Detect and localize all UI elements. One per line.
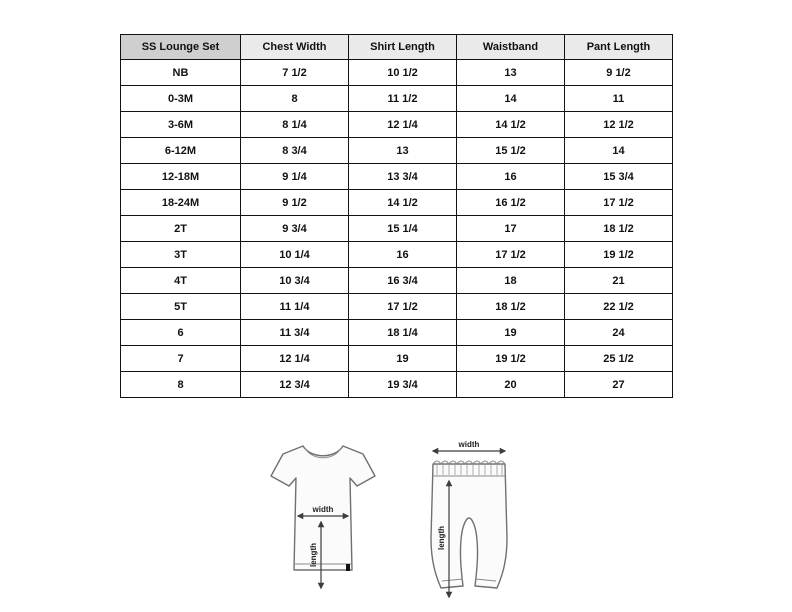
row-value-cell: 12 1/2 [565, 112, 673, 138]
pants-length-label: length [437, 526, 446, 550]
row-value-cell: 11 [565, 86, 673, 112]
row-value-cell: 14 [457, 86, 565, 112]
table-row [121, 86, 673, 112]
column-header-waistband: Waistband [457, 35, 565, 60]
row-value-cell: 11 1/4 [241, 294, 349, 320]
table-row [121, 242, 673, 268]
row-size-label: 5T [121, 294, 241, 320]
table-header [121, 35, 673, 60]
row-value-cell: 9 1/4 [241, 164, 349, 190]
row-value-cell: 25 1/2 [565, 346, 673, 372]
row-value-cell: 21 [565, 268, 673, 294]
row-value-cell: 13 [457, 60, 565, 86]
column-header-shirt-length: Shirt Length [349, 35, 457, 60]
column-header-pant-length: Pant Length [565, 35, 673, 60]
row-value-cell: 18 1/4 [349, 320, 457, 346]
header-row [121, 35, 673, 60]
column-header-chest-width: Chest Width [241, 35, 349, 60]
row-size-label: 0-3M [121, 86, 241, 112]
row-size-label: 4T [121, 268, 241, 294]
row-value-cell: 15 1/2 [457, 138, 565, 164]
row-value-cell: 10 1/2 [349, 60, 457, 86]
row-value-cell: 14 1/2 [349, 190, 457, 216]
table-row [121, 346, 673, 372]
row-value-cell: 19 1/2 [457, 346, 565, 372]
row-value-cell: 9 1/2 [565, 60, 673, 86]
row-value-cell: 7 1/2 [241, 60, 349, 86]
shirt-length-label: length [309, 543, 318, 567]
pants-outline [431, 464, 507, 588]
row-value-cell: 17 1/2 [565, 190, 673, 216]
row-value-cell: 19 1/2 [565, 242, 673, 268]
row-value-cell: 24 [565, 320, 673, 346]
row-value-cell: 18 [457, 268, 565, 294]
row-value-cell: 9 1/2 [241, 190, 349, 216]
row-value-cell: 16 [457, 164, 565, 190]
row-size-label: 3-6M [121, 112, 241, 138]
column-header-set: SS Lounge Set [121, 35, 241, 60]
table-row [121, 112, 673, 138]
table-row [121, 190, 673, 216]
row-size-label: 8 [121, 372, 241, 398]
tshirt-icon [263, 438, 383, 594]
row-value-cell: 20 [457, 372, 565, 398]
row-value-cell: 16 [349, 242, 457, 268]
garment-tag [346, 564, 350, 571]
row-value-cell: 17 1/2 [457, 242, 565, 268]
row-value-cell: 10 3/4 [241, 268, 349, 294]
row-value-cell: 19 3/4 [349, 372, 457, 398]
row-value-cell: 12 1/4 [241, 346, 349, 372]
row-value-cell: 8 [241, 86, 349, 112]
row-value-cell: 27 [565, 372, 673, 398]
row-value-cell: 13 [349, 138, 457, 164]
row-value-cell: 10 1/4 [241, 242, 349, 268]
row-value-cell: 12 1/4 [349, 112, 457, 138]
row-size-label: 18-24M [121, 190, 241, 216]
row-size-label: 12-18M [121, 164, 241, 190]
table-row [121, 268, 673, 294]
row-size-label: 3T [121, 242, 241, 268]
row-size-label: 7 [121, 346, 241, 372]
row-value-cell: 11 3/4 [241, 320, 349, 346]
row-value-cell: 15 1/4 [349, 216, 457, 242]
row-size-label: NB [121, 60, 241, 86]
size-table-body [121, 60, 673, 398]
row-value-cell: 19 [457, 320, 565, 346]
row-size-label: 6 [121, 320, 241, 346]
garment-diagrams [0, 438, 792, 604]
row-value-cell: 14 [565, 138, 673, 164]
table-row [121, 372, 673, 398]
row-value-cell: 9 3/4 [241, 216, 349, 242]
tshirt-diagram [263, 438, 383, 594]
shirt-width-label: width [312, 505, 334, 514]
row-value-cell: 12 3/4 [241, 372, 349, 398]
row-value-cell: 15 3/4 [565, 164, 673, 190]
row-value-cell: 18 1/2 [457, 294, 565, 320]
table-row [121, 60, 673, 86]
table-row [121, 164, 673, 190]
table-row [121, 216, 673, 242]
row-value-cell: 16 3/4 [349, 268, 457, 294]
row-value-cell: 19 [349, 346, 457, 372]
pants-icon [409, 438, 529, 604]
row-value-cell: 17 1/2 [349, 294, 457, 320]
row-value-cell: 17 [457, 216, 565, 242]
row-value-cell: 14 1/2 [457, 112, 565, 138]
row-value-cell: 13 3/4 [349, 164, 457, 190]
row-value-cell: 22 1/2 [565, 294, 673, 320]
row-size-label: 6-12M [121, 138, 241, 164]
row-value-cell: 11 1/2 [349, 86, 457, 112]
row-value-cell: 8 3/4 [241, 138, 349, 164]
row-value-cell: 8 1/4 [241, 112, 349, 138]
size-chart-table [120, 34, 673, 398]
pants-width-label: width [458, 440, 480, 449]
row-value-cell: 16 1/2 [457, 190, 565, 216]
pants-diagram [409, 438, 529, 604]
table-row [121, 138, 673, 164]
table-row [121, 294, 673, 320]
row-size-label: 2T [121, 216, 241, 242]
table-row [121, 320, 673, 346]
row-value-cell: 18 1/2 [565, 216, 673, 242]
